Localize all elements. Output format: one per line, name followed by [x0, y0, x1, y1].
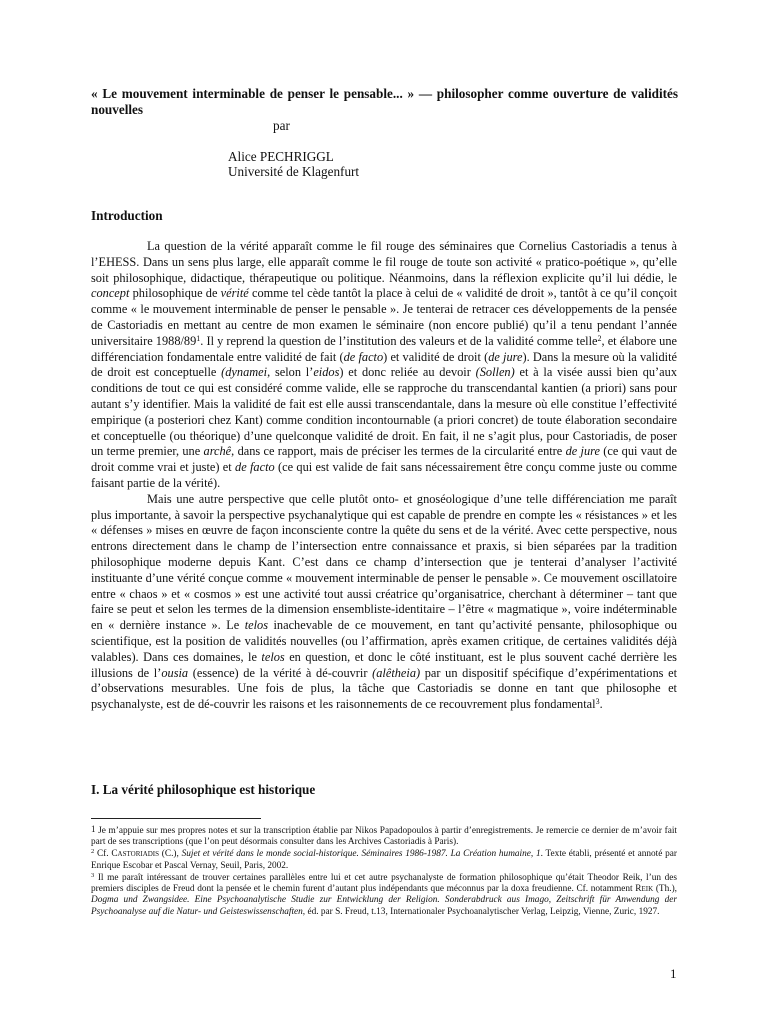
emphasis: (Sollen) [475, 365, 515, 380]
footnote-ref-1[interactable]: 1 [196, 333, 201, 343]
text-run: , selon l’ [267, 365, 314, 380]
footnote-author: Reik [635, 884, 654, 895]
text-run: . [599, 697, 603, 712]
paper-title: « Le mouvement interminable de penser le pensable... » — philosopher comme ouverture de validités nouvelles [91, 86, 678, 117]
section-1-heading: I. La vérité philosophique est historique [91, 782, 316, 797]
footnote-book-title: Sujet et vérité dans le monde social-historique. Séminaires 1986-1987. La Création humaine, 1 [181, 849, 541, 860]
footnote-text: Il me paraît intéressant de trouver certaines parallèles entre lui et cet autre psychanalyste de formation philosophique qu’était Theodor Reik, l’un des premiers disciples de Freud dont la pensée et le chemin furent d’autant plus indépendants que méconnus par la doxa freudienne. Cf. notamment [91, 872, 677, 895]
emphasis: de facto [343, 349, 384, 364]
text-run: (ce qui est valide de fait sans nécessairement être conçu comme juste ou comme faisant partie de la vérité). [91, 460, 678, 490]
text-run: ). Dans la mesure où la validité de droit est conceptuelle [91, 349, 677, 380]
text-run: par un dispositif spécifique d’expérimentations et d’observations mesurables. Une fois de plus, la tâche que Castoriadis se donne en tant que philosophe et psychanalyste, est de dé-couvrir les raisons et les raisonnements de ce recouvrement plus fondamental [91, 665, 677, 712]
footnote-divider [91, 818, 261, 819]
text-run: , et élabore une différenciation fondamentale entre validité de fait ( [91, 333, 677, 364]
footnote-author: Castoriadis [111, 849, 160, 860]
footnote-text: . Texte établi, présenté et annoté par Enrique Escobar et Pascal Vernay, Seuil, Paris, 2002. [91, 849, 677, 871]
paragraph-2 [91, 492, 677, 713]
footnotes [91, 826, 677, 919]
emphasis: archê [203, 444, 232, 459]
text-run: inachevable de ce mouvement, en tant qu’activité pensante, philosophique ou scientifique, est la position de validités nouvelles (ou l’affirmation, après examen critique, de certaines validités déjà valables). Dans ces domaines, le [91, 618, 677, 664]
footnote-number: 2 [91, 848, 95, 856]
emphasis: eidos [313, 365, 340, 380]
emphasis: (dynamei [221, 365, 268, 380]
author-name: Alice PECHRIGGL [228, 149, 334, 164]
text-run: La question de la vérité apparaît comme le fil rouge des séminaires que Cornelius Castoriadis a tenus à l’EHESS. Dans un sens plus large, elle apparaît comme le fil rouge de toute son activité « pratico-poétique », qu’elle soit philosophique, didactique, thérapeutique ou politique. Néanmoins, dans la réflexion explicite qu’il lui dédie, le [91, 239, 677, 285]
emphasis: telos [244, 618, 269, 633]
emphasis: telos [261, 649, 285, 664]
emphasis: concept [91, 286, 130, 301]
text-run: en question, et donc le côté instituant, est le plus souvent caché derrière les illusions de l’ [91, 649, 677, 680]
footnote-1 [91, 826, 677, 849]
footnote-text: (C.), [159, 849, 182, 860]
text-run: . Il y reprend la question de l’institution des valeurs et de la validité comme telle [200, 333, 598, 348]
footnote-book-title: Dogma und Zwangsidee. Eine Psychoanalytische Studie zur Entwicklung der Religion. Sonderabdruck aus Imago, Zeitschrift für Anwendung der Psychoanalyse auf die Natur- und Geisteswissenschaften, [91, 895, 677, 917]
emphasis: ousia [161, 665, 189, 680]
emphasis: (alêtheia) [372, 665, 421, 680]
text-run: (ce qui vaut de droit comme vrai et juste) et [91, 444, 677, 475]
emphasis: de jure [565, 444, 600, 459]
text-run: philosophique de [129, 286, 221, 301]
introduction-heading: Introduction [91, 208, 163, 223]
page-number: 1 [670, 966, 677, 981]
footnote-2 [91, 849, 677, 872]
emphasis: vérité [220, 286, 249, 301]
introduction-body [91, 239, 677, 713]
text-run: Mais une autre perspective que celle plutôt onto- et gnoséologique d’une telle différenciation me paraît plus importante, à savoir la perspective psychanalytique qui est capable de prendre en compte les « résistances » et les « défenses » mises en œuvre de façon inconsciente contre la quête du sens et de la vérité. Avec cette perspective, nous entrons directement dans le champ de l’intersection entre connaissance et praxis, si bien séparées par la tradition philosophique moderne depuis Kant. C’est dans ce champ d’intersection que je tenterai d’analyser l’activité instituante d’une vérité conçue comme « mouvement interminable de penser le pensable ». Ce mouvement oscillatoire entre « chaos » et « cosmos » est une activité tout aussi créatrice qu’organisatrice, cherchant à déterminer – tant que faire se peut et selon les termes de la dimension ensembliste-identitaire – l’être « magmatique », voire indéterminable en « dernière instance ». Le [91, 491, 677, 633]
footnote-ref-2[interactable]: 2 [597, 333, 602, 343]
footnote-number: 3 [91, 871, 95, 879]
footnote-text: éd. par S. Freud, t.13, Internationaler Psychoanalytischer Verlag, Leipzig, Vienne, Zuric, 1927. [305, 906, 660, 917]
footnote-number: 1 [91, 824, 96, 834]
author-block [228, 149, 359, 179]
footnote-3 [91, 873, 677, 919]
emphasis: de facto [235, 460, 275, 475]
text-run: comme tel cède tantôt la place à celui de « validité de droit », tantôt à ce qu’il conçoit comme « le mouvement interminable de penser le pensable ». Je tenterai de retracer ces développements de la pensée de Castoriadis en mettant au centre de mon examen le séminaire (non encore publié) qu’il a tenu pendant l’année universitaire 1988/89 [91, 286, 677, 348]
text-run: ) et validité de droit ( [383, 349, 489, 364]
by-label: par [273, 118, 290, 133]
footnote-text: (Th.), [653, 884, 677, 895]
paragraph-1 [91, 239, 677, 492]
author-affiliation: Université de Klagenfurt [228, 164, 360, 179]
footnote-ref-3[interactable]: 3 [595, 697, 600, 707]
text-run: (essence) de la vérité à dé-couvrir [188, 665, 373, 680]
footnote-text: Cf. [94, 849, 112, 860]
text-run: ) et donc reliée au devoir [339, 365, 476, 380]
footnote-text: Je m’appuie sur mes propres notes et sur la transcription établie par Nikos Papadopoulos à partir d’enregistrements. Je remercie ce dernier de m’avoir fait part de ses transcriptions (que l’on peut désormais consulter dans les Archives Castoriadis à Paris). [91, 826, 677, 848]
text-run: , dans ce rapport, mais de préciser les termes de la circularité entre [231, 444, 566, 459]
emphasis: de jure [488, 349, 523, 364]
text-run: et à la visée aussi bien qu’aux conditions de tout ce qui est considéré comme valide, elle se rapproche du transcendantal kantien (a priori) sans pour autant s’y identifier. Mais la validité de fait est elle aussi transcendantale, dans la mesure où elle constitue l’effectivité empirique (a posteriori chez Kant) comme condition incontournable (a priori concret) de toute élaboration secondaire et conceptuelle (ou théorique) d’une quelconque validité de droit. En fait, il ne s’agit plus, pour Castoriadis, de poser un terme premier, une [91, 365, 677, 459]
